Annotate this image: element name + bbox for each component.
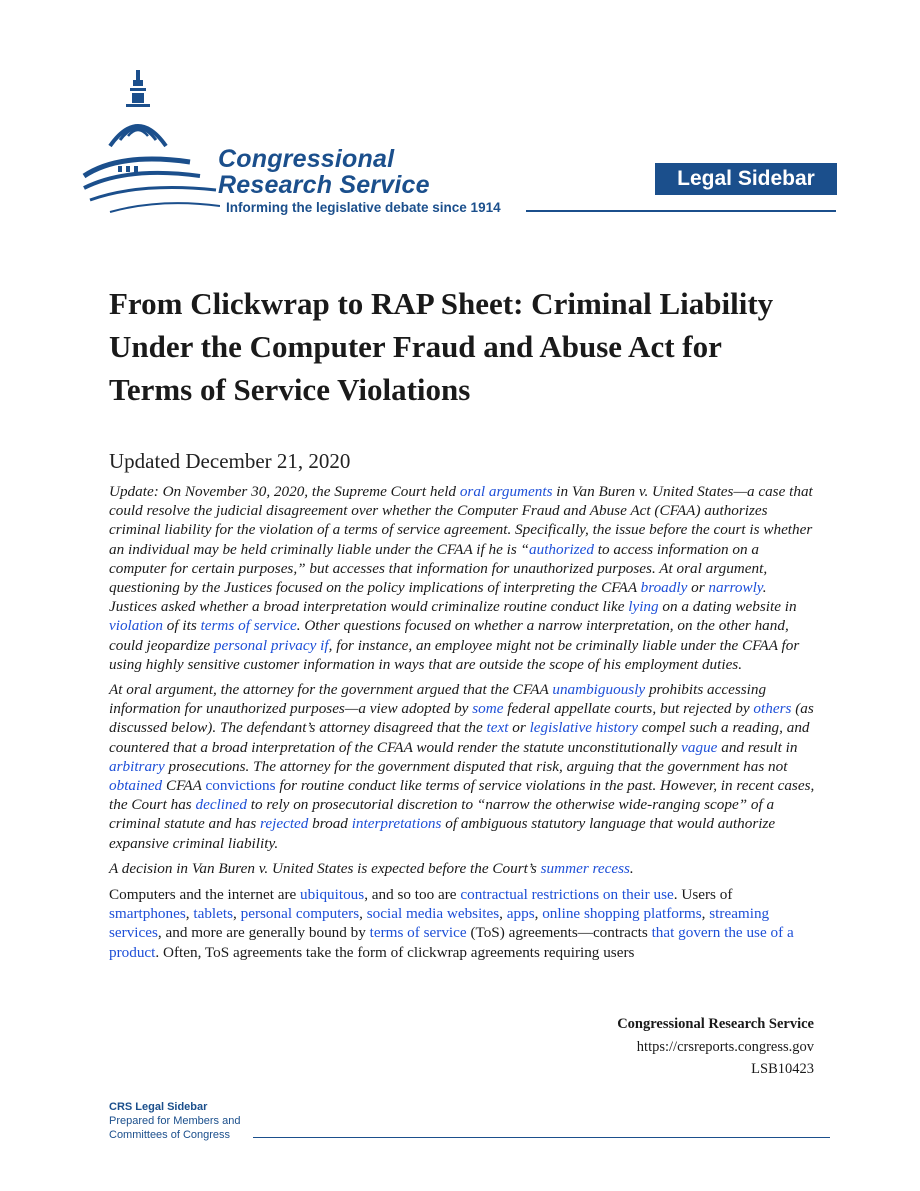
paragraph-text: . Users of	[673, 886, 733, 904]
org-name	[218, 146, 430, 198]
paragraph-text: , and so too are	[364, 886, 461, 904]
paragraph-text: . Justices asked whether a broad interpretation would criminalize routine conduct like	[109, 579, 767, 616]
paragraph-text: Update: On November 30, 2020, the Supreme Court held	[109, 483, 460, 500]
footer-org: Congressional Research Service	[617, 1016, 814, 1032]
inline-link[interactable]: some	[472, 700, 504, 718]
paragraph-text: (as discussed below). The defendant’s attorney disagreed that the	[109, 700, 814, 737]
paragraph-text: to rely on prosecutorial discretion to “narrow the otherwise wide-ranging scope” of a criminal statute and has	[109, 796, 775, 833]
inline-link[interactable]: text	[486, 719, 509, 737]
paragraph-text: CFAA	[162, 777, 206, 795]
inline-link[interactable]: lying	[628, 598, 659, 616]
paragraph-text: ,	[701, 905, 710, 923]
paragraph-text: , for instance, an employee might not be criminally liable under the CFAA for using highly sensitive customer information in ways that are outside the scope of his employment duties.	[109, 636, 800, 673]
inline-link[interactable]: broadly	[640, 579, 688, 597]
paragraph-text: ,	[499, 905, 507, 923]
document-title: From Clickwrap to RAP Sheet: Criminal Liability Under the Computer Fraud and Abuse Act for Terms of Service Violations	[109, 286, 774, 407]
document-body	[109, 482, 815, 968]
paragraph-text: of ambiguous statutory language that would authorize expansive criminal liability.	[109, 815, 776, 852]
inline-link[interactable]: vague	[681, 738, 718, 756]
paragraph-text: ,	[233, 905, 241, 923]
inline-link[interactable]: violation	[109, 617, 163, 635]
paragraph-text: ,	[359, 905, 367, 923]
inline-link[interactable]: ubiquitous	[300, 886, 365, 904]
paragraph-text: to access information on a computer for certain purposes,” but accesses that information for unauthorized purposes. At oral argument, questioning by the Justices focused on the policy implications of interpreting the CFAA	[109, 540, 768, 597]
header-divider	[526, 210, 836, 212]
body-paragraph	[109, 859, 815, 878]
inline-link[interactable]: oral arguments	[459, 483, 553, 500]
inline-link[interactable]: convictions	[205, 777, 276, 795]
inline-link[interactable]: terms of service	[369, 924, 467, 942]
inline-link[interactable]: interpretations	[351, 815, 442, 833]
inline-link[interactable]: unambiguously	[552, 681, 646, 699]
footer-url[interactable]: https://crsreports.congress.gov	[636, 1038, 814, 1055]
inline-link[interactable]: arbitrary	[109, 757, 165, 775]
org-name-line2: Research Service	[218, 171, 430, 199]
prepared-for-line2: Committees of Congress	[109, 1129, 231, 1141]
inline-link[interactable]: contractual restrictions on their use	[460, 886, 674, 904]
paragraph-text: of its	[163, 617, 201, 635]
paragraph-text: ,	[185, 905, 194, 923]
inline-link[interactable]: apps	[506, 905, 535, 923]
page-footer	[617, 1013, 814, 1081]
paragraph-text: broad	[308, 815, 352, 833]
paragraph-text: and result in	[717, 738, 798, 756]
inline-link[interactable]: narrowly	[708, 579, 763, 597]
inline-link[interactable]: obtained	[109, 777, 163, 795]
bottom-label-block	[109, 1100, 240, 1142]
inline-link[interactable]: summer recess	[540, 859, 630, 877]
paragraph-text: (ToS) agreements—contracts	[466, 924, 652, 942]
paragraph-text: prohibits accessing information for unauthorized purposes—a view adopted by	[109, 681, 767, 718]
paragraph-text: , and more are generally bound by	[157, 924, 370, 942]
bottom-label: CRS Legal Sidebar	[109, 1101, 208, 1113]
paragraph-text: prosecutions. The attorney for the government disputed that risk, arguing that the government has not	[164, 757, 788, 775]
paragraph-text: Computers and the internet are	[109, 886, 301, 904]
inline-link[interactable]: smartphones	[109, 905, 186, 923]
paragraph-text: . Other questions focused on whether a narrow interpretation, on the other hand, could jeopardize	[109, 617, 789, 654]
body-paragraph	[109, 680, 815, 853]
body-paragraph	[109, 482, 815, 674]
paragraph-text: or	[687, 579, 709, 597]
paragraph-text: . Often, ToS agreements take the form of clickwrap agreements requiring users	[155, 943, 635, 961]
bottom-divider	[253, 1137, 830, 1138]
inline-link[interactable]: online shopping platforms	[542, 905, 702, 923]
paragraph-text: federal appellate courts, but rejected by	[503, 700, 754, 718]
paragraph-text: or	[508, 719, 530, 737]
paragraph-text: ,	[534, 905, 543, 923]
org-name-line1: Congressional	[218, 145, 395, 173]
legal-sidebar-badge: Legal Sidebar	[655, 163, 837, 195]
org-tagline: Informing the legislative debate since 1914	[226, 200, 501, 215]
paragraph-text: .	[629, 859, 634, 877]
inline-link[interactable]: authorized	[529, 540, 594, 558]
inline-link[interactable]: legislative history	[529, 719, 638, 737]
footer-report-id: LSB10423	[751, 1061, 814, 1077]
inline-link[interactable]: rejected	[260, 815, 309, 833]
inline-link[interactable]: terms of service	[200, 617, 297, 635]
inline-link[interactable]: declined	[195, 796, 247, 814]
inline-link[interactable]: others	[753, 700, 792, 718]
body-paragraph	[109, 885, 815, 962]
paragraph-text: on a dating website in	[658, 598, 797, 616]
paragraph-text: compel such a reading, and countered that a broad interpretation of the CFAA would render the statute unconstitutionally	[109, 719, 810, 756]
paragraph-text: in Van Buren v. United States—a case that could resolve the judicial disagreement over whether the Computer Fraud and Abuse Act (CFAA) authorizes criminal liability for the violation of a terms of service agreement. Specifically, the issue before the court is whether an individual may be held criminally liable under the CFAA if he is “	[109, 483, 813, 558]
inline-link[interactable]: that govern the use of a product	[109, 924, 794, 961]
paragraph-text: A decision in Van Buren v. United States is expected before the Court’s	[109, 859, 541, 877]
inline-link[interactable]: tablets	[193, 905, 234, 923]
updated-date: Updated December 21, 2020	[109, 449, 351, 473]
inline-link[interactable]: personal privacy if	[213, 636, 329, 654]
paragraph-text: for routine conduct like terms of service violations in the past. However, in recent cases, the Court has	[109, 777, 815, 814]
inline-link[interactable]: personal computers	[240, 905, 360, 923]
capitol-dome-logo-icon	[80, 66, 220, 216]
prepared-for-line1: Prepared for Members and	[109, 1115, 241, 1127]
inline-link[interactable]: streaming services	[109, 905, 770, 942]
paragraph-text: At oral argument, the attorney for the government argued that the CFAA	[109, 681, 553, 699]
inline-link[interactable]: social media websites	[366, 905, 500, 923]
